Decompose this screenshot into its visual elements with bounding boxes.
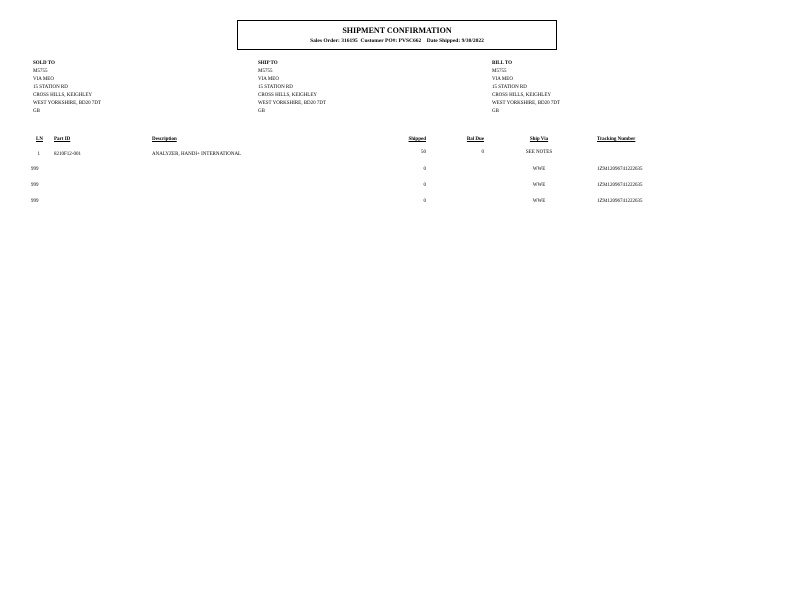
row-4-ln: 999: [31, 199, 39, 204]
ship-to-line: WEST YORKSHIRE, BD20 7DT: [258, 101, 327, 106]
ship-to-line: 15 STATION RD: [258, 85, 293, 90]
row-3-ln: 999: [31, 183, 39, 188]
sales-order-label: Sales Order:: [310, 38, 340, 44]
sold-to-block: [33, 60, 101, 116]
row-4-shipped: 0: [423, 199, 426, 204]
row-1-bal-due: 0: [481, 150, 484, 155]
ship-to-label: SHIP TO: [258, 61, 278, 66]
row-2-shipped: 0: [423, 167, 426, 172]
sold-to-line: VIA MEO: [33, 77, 54, 82]
col-header-bal-due: Bal Due: [466, 137, 484, 142]
bill-to-line: 15 STATION RD: [492, 85, 527, 90]
date-shipped-label: Date Shipped:: [426, 38, 461, 44]
row-3-ship-via: WWE: [532, 183, 546, 188]
bill-to-label: BILL TO: [492, 61, 512, 66]
bill-to-line: GB: [492, 109, 499, 114]
sold-to-line: GB: [33, 109, 40, 114]
bill-to-block: [492, 60, 560, 116]
ship-to-block: [258, 60, 326, 116]
col-header-shipped: Shipped: [408, 137, 426, 142]
row-4-tracking: 1Z9412096741222635: [597, 199, 643, 204]
ship-to-line: VIA MEO: [258, 77, 279, 82]
sold-to-line: WEST YORKSHIRE, BD20 7DT: [33, 101, 102, 106]
sold-to-line: CROSS HILLS, KEIGHLEY: [33, 93, 93, 98]
ship-to-line: M5755: [258, 69, 273, 74]
row-1-ln: 1: [37, 152, 40, 157]
col-header-part-id: Part ID: [54, 137, 71, 142]
document-title-box: [237, 20, 557, 50]
col-header-tracking: Tracking Number: [597, 137, 636, 142]
bill-to-line: VIA MEO: [492, 77, 513, 82]
row-4-ship-via: WWE: [532, 199, 546, 204]
document-title: SHIPMENT CONFIRMATION: [342, 26, 452, 35]
date-shipped-value: 9/30/2022: [461, 38, 484, 44]
row-1-part-id: 8210F12-001: [54, 152, 81, 157]
row-2-ln: 999: [31, 167, 39, 172]
col-header-ship-via: Ship Via: [529, 137, 549, 142]
col-header-ln: LN: [36, 137, 43, 142]
row-3-tracking: 1Z9412096741222635: [597, 183, 643, 188]
col-header-description: Description: [152, 137, 177, 142]
row-3-shipped: 0: [423, 183, 426, 188]
row-1-ship-via: SEE NOTES: [525, 150, 553, 155]
order-summary-line: [238, 37, 556, 45]
sold-to-line: M5755: [33, 69, 48, 74]
sales-order-value: 316195: [341, 38, 358, 44]
customer-po-value: PVSC662: [398, 38, 422, 44]
ship-to-line: CROSS HILLS, KEIGHLEY: [258, 93, 318, 98]
sold-to-line: 15 STATION RD: [33, 85, 68, 90]
row-1-shipped: 50: [421, 150, 426, 155]
sold-to-label: SOLD TO: [33, 61, 55, 66]
row-2-tracking: 1Z9412096741222635: [597, 167, 643, 172]
customer-po-label: Customer PO#:: [360, 38, 398, 44]
bill-to-line: WEST YORKSHIRE, BD20 7DT: [492, 101, 561, 106]
row-1-description: ANALYZER, HANDI+ INTERNATIONAL: [152, 152, 242, 157]
bill-to-line: M5755: [492, 69, 507, 74]
bill-to-line: CROSS HILLS, KEIGHLEY: [492, 93, 552, 98]
ship-to-line: GB: [258, 109, 265, 114]
row-2-ship-via: WWE: [532, 167, 546, 172]
